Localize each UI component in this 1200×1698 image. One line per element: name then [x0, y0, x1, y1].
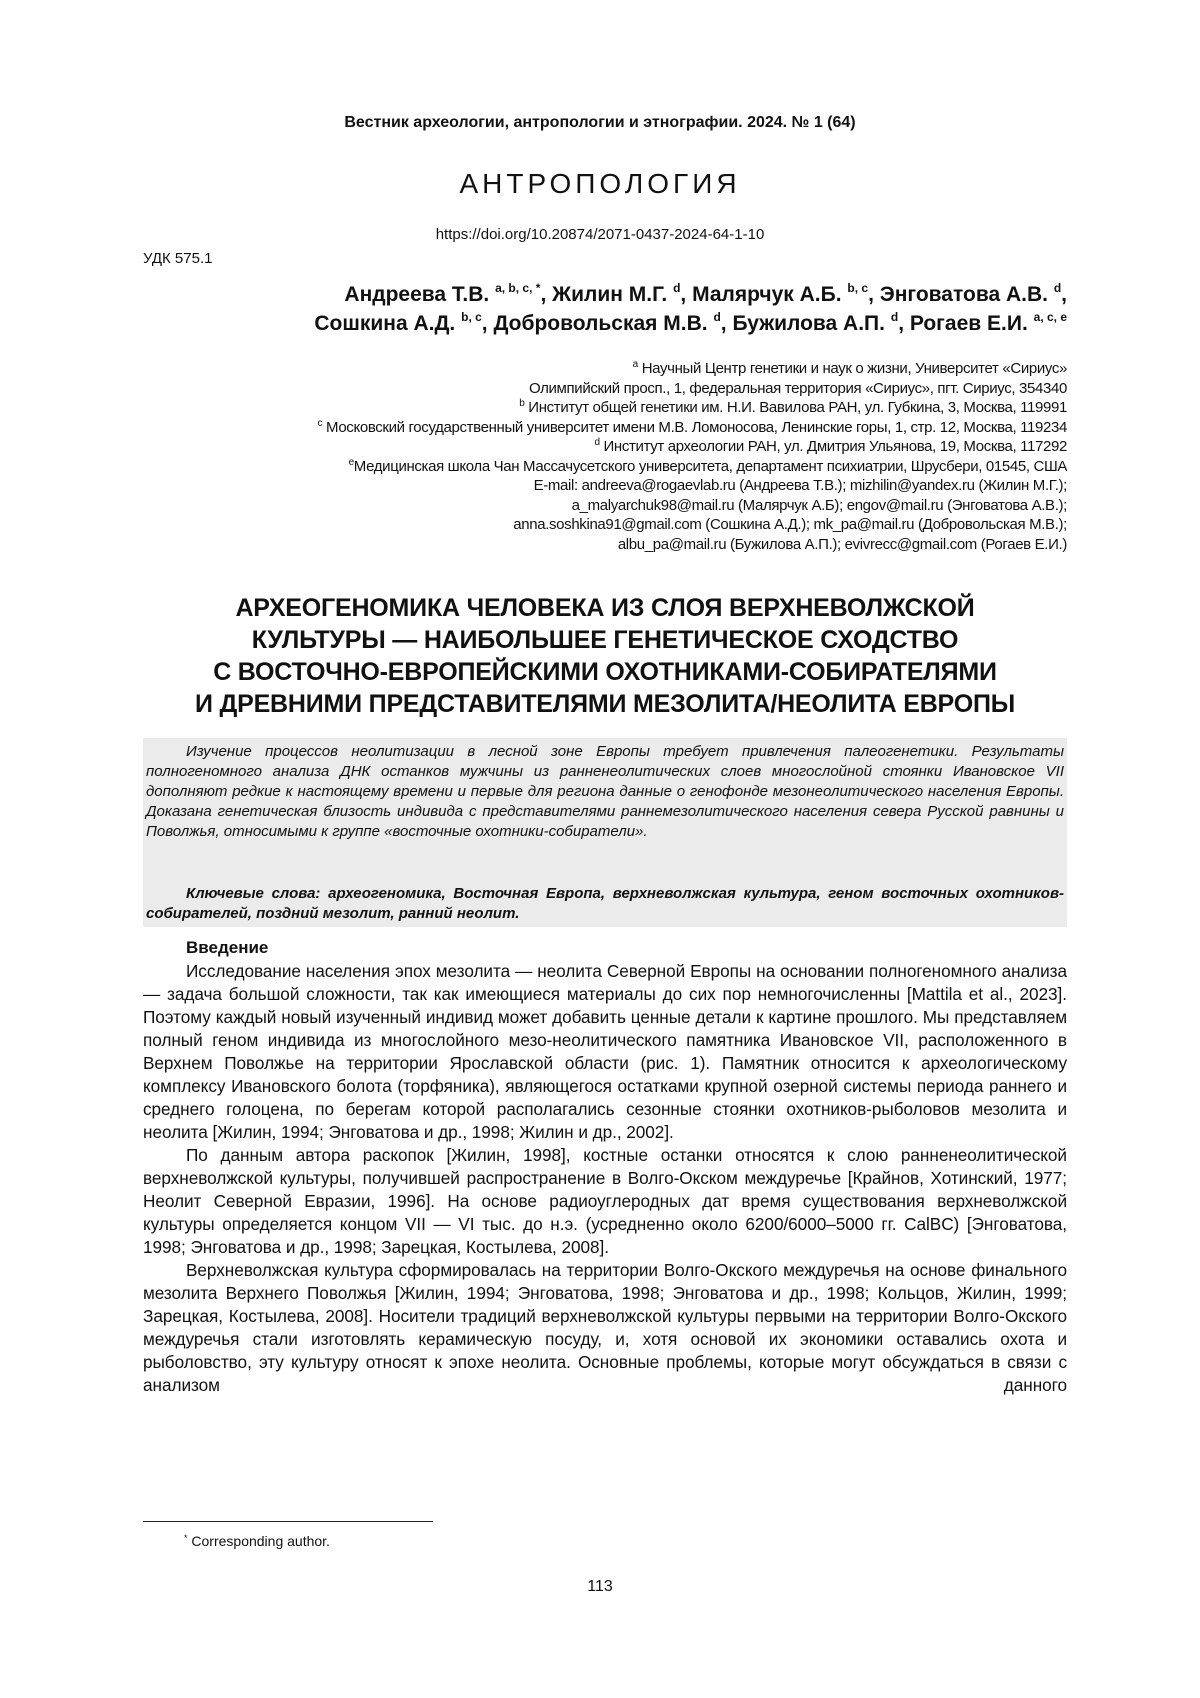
- intro-heading: Введение: [186, 938, 269, 957]
- author-affil-mark: a, c, e: [1033, 310, 1067, 324]
- body-text: [143, 960, 1067, 1397]
- affil-text: Научный Центр генетики и наук о жизни, Университет «Сириус»: [641, 360, 1067, 377]
- affil-text: Институт общей генетики им. Н.И. Вавилова РАН, ул. Губкина, 3, Москва, 119991: [528, 399, 1067, 416]
- author-name: Добровольская М.В.: [493, 312, 708, 335]
- author-name: Жилин М.Г.: [552, 283, 668, 306]
- author-name: Бужилова А.П.: [732, 312, 885, 335]
- author-line-2: Сошкина А.Д. $^{b, c}$, Добровольская М.В. $^d$, Бужилова А.П. $^d$, Рогаев Е.И. $^{a, c, e}$: [314, 310, 1067, 335]
- affiliation-b: [143, 398, 1067, 418]
- title-line: АРХЕОГЕНОМИКА ЧЕЛОВЕКА ИЗ СЛОЯ ВЕРХНЕВОЛЖСКОЙ: [235, 594, 975, 622]
- affil-mark: b: [519, 398, 525, 409]
- title-line: С ВОСТОЧНО-ЕВРОПЕЙСКИМИ ОХОТНИКАМИ-СОБИРАТЕЛЯМИ: [213, 658, 997, 686]
- author-name: Сошкина А.Д.: [314, 312, 456, 335]
- footnote: [184, 1533, 330, 1549]
- abstract-text: Изучение процессов неолитизации в лесной зоне Европы требует привлечения палеогенетики. Результаты полногеномного анализа ДНК останков мужчины из ранненеолитических слоев многослойной стоянки Ивановское VII дополняют редкие к настоящему времени и первые для региона данные о генофонде мезонеолитического населения Европы. Доказана генетическая близость индивида с представителями раннемезолитического населения севера Русской равнины и Поволжья, относимыми к группе «восточные охотники-собиратели».: [146, 743, 1064, 840]
- author-list: [143, 280, 1067, 338]
- affil-text: Институт археологии РАН, ул. Дмитрия Ульянова, 19, Москва, 117292: [603, 438, 1067, 455]
- paragraph: Исследование населения эпох мезолита — неолита Северной Европы на основании полногеномного анализа — задача большой сложности, так как имеющиеся материалы до сих пор немногочисленны [Mattila et al., 2023]. Поэтому каждый новый изученный индивид может добавить ценные детали к картине прошлого. Мы представляем полный геном индивида из многослойного мезо-неолитического памятника Ивановское VII, расположенного в Верхнем Поволжье на территории Ярославской области (рис. 1). Памятник относится к археологическому комплексу Ивановского болота (торфяника), являющегося остатками крупной озерной системы периода раннего и среднего голоцена, по берегам которой располагались сезонные стоянки охотников-рыболовов мезолита и неолита [Жилин, 1994; Энговатова и др., 1998; Жилин и др., 2002].: [143, 961, 1067, 1142]
- author-name: Энговатова А.В.: [879, 283, 1048, 306]
- author-affil-mark: a, b, c, *: [495, 281, 541, 295]
- footnote-mark: *: [184, 1533, 188, 1543]
- email-line-4[interactable]: albu_pa@mail.ru (Бужилова А.П.); evivrecc@gmail.com (Рогаев Е.И.): [617, 535, 1067, 553]
- email-line-3[interactable]: anna.soshkina91@gmail.com (Сошкина А.Д.); mk_pa@mail.ru (Добровольская М.В.);: [513, 516, 1067, 533]
- doi-link[interactable]: https://doi.org/10.20874/2071-0437-2024-64-1-10: [435, 226, 765, 243]
- author-affil-mark: d: [890, 310, 899, 324]
- author-name: Рогаев Е.И.: [909, 312, 1028, 335]
- email-line-1[interactable]: E-mail: andreeva@rogaevlab.ru (Андреева Т.В.); mizhilin@yandex.ru (Жилин М.Г.);: [533, 477, 1067, 494]
- keywords-text: Ключевые слова: археогеномика, Восточная Европа, верхневолжская культура, геном восточных охотников-собирателей, поздний мезолит, ранний неолит.: [146, 885, 1064, 922]
- affil-mark: c: [317, 417, 323, 429]
- author-name: Андреева Т.В.: [344, 283, 490, 306]
- article-title: [143, 592, 1067, 720]
- footnote-text: Corresponding author.: [191, 1533, 330, 1549]
- author-line-1: Андреева Т.В. $^{a, b, c, *}$, Жилин М.Г. $^d$, Малярчук А.Б. $^{b, c}$, Энговатова А.В. $^d$,: [344, 281, 1067, 306]
- section-heading: АНТРОПОЛОГИЯ: [459, 168, 741, 199]
- affiliation-c: [143, 418, 1067, 438]
- page-number: 113: [587, 1578, 613, 1595]
- journal-header: Вестник археологии, антропологии и этнографии. 2024. № 1 (64): [344, 114, 856, 131]
- affil-text: Медицинская школа Чан Массачусетского университета, департамент психиатрии, Шрусбери, 01545, США: [353, 457, 1067, 475]
- affiliations-block: [143, 359, 1067, 554]
- affil-mark: a: [632, 359, 638, 370]
- affiliation-a: [143, 359, 1067, 379]
- email-line-2[interactable]: a_malyarchuk98@mail.ru (Малярчук А.Б); engov@mail.ru (Энговатова А.В.);: [571, 496, 1067, 514]
- footnote-divider: [143, 1521, 433, 1522]
- author-affil-mark: d: [713, 310, 721, 324]
- affiliation-d: [143, 437, 1067, 457]
- paragraph: Верхневолжская культура сформировалась на территории Волго-Окского междуречья на основе финального мезолита Верхнего Поволжья [Жилин, 1994; Энговатова, 1998; Энговатова и др., 1998; Кольцов, Жилин, 1999; Зарецкая, Костылева, 2008]. Носители традиций верхневолжской культуры первыми на территории Волго-Окского междуречья стали изготовлять керамическую посуду, и, хотя основой их экономики оставались охота и рыболовство, эту культуру относят к эпохе неолита. Основные проблемы, которые могут обсуждаться в связи с анализом данного: [143, 1260, 1067, 1395]
- affil-text: Московский государственный университет имени М.В. Ломоносова, Ленинские горы, 1, стр. 12, Москва, 119234: [326, 418, 1067, 436]
- author-affil-mark: b, c: [847, 281, 869, 295]
- title-line: И ДРЕВНИМИ ПРЕДСТАВИТЕЛЯМИ МЕЗОЛИТА/НЕОЛИТА ЕВРОПЫ: [194, 690, 1015, 718]
- author-name: Малярчук А.Б.: [692, 283, 842, 306]
- affiliation-e: [143, 457, 1067, 477]
- affil-mark: d: [594, 437, 600, 448]
- author-affil-mark: b, c: [461, 310, 482, 324]
- paragraph: По данным автора раскопок [Жилин, 1998], костные останки относятся к слою ранненеолитической верхневолжской культуры, получившей распространение в Волго-Окском междуречье [Крайнов, Хотинский, 1977; Неолит Северной Евразии, 1996]. На основе радиоуглеродных дат время существования верхневолжской культуры определяется концом VII — VI тыс. до н.э. (усредненно около 6200/6000–5000 гг. CalBC) [Энговатова, 1998; Энговатова и др., 1998; Зарецкая, Костылева, 2008].: [143, 1145, 1067, 1257]
- affil-mark: e: [348, 456, 354, 468]
- title-line: КУЛЬТУРЫ — НАИБОЛЬШЕЕ ГЕНЕТИЧЕСКОЕ СХОДСТВО: [251, 626, 959, 654]
- author-affil-mark: d: [673, 281, 681, 295]
- author-affil-mark: d: [1053, 281, 1062, 295]
- udk-code: УДК 575.1: [143, 250, 213, 267]
- affiliation-a-address: Олимпийский просп., 1, федеральная территория «Сириус», пгт. Сириус, 354340: [528, 379, 1067, 397]
